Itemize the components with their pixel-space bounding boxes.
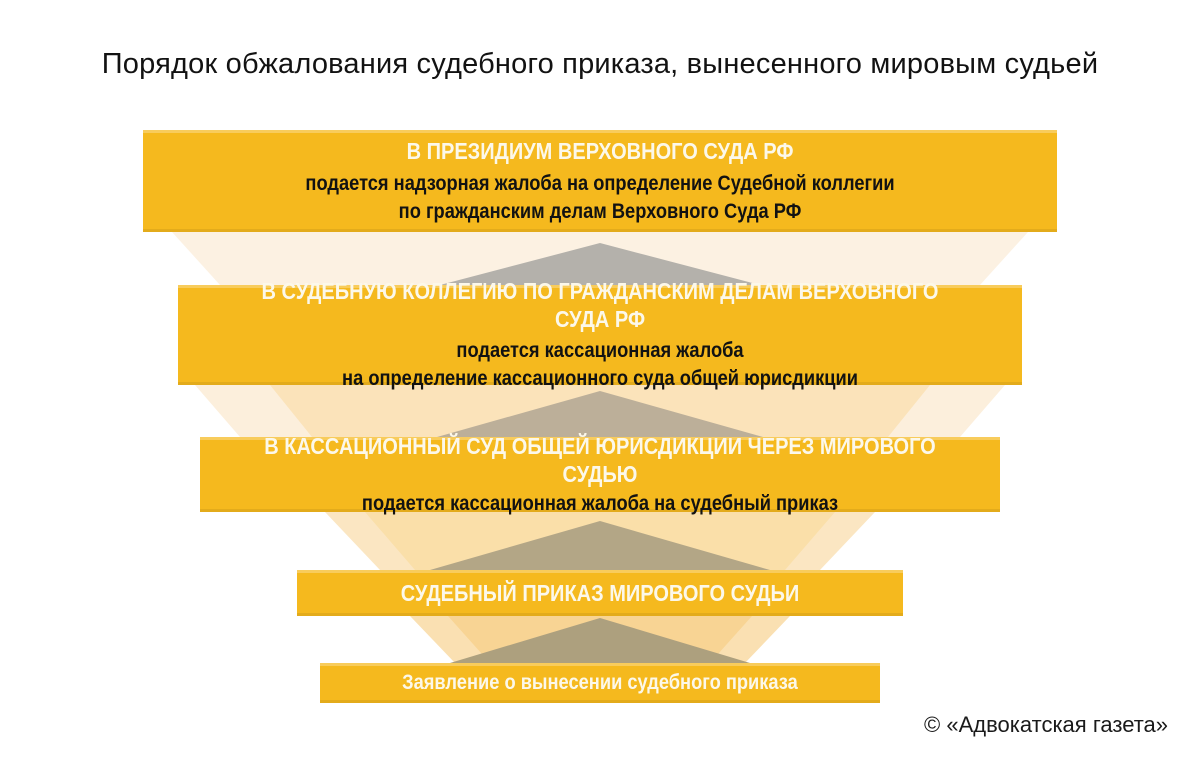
level-content bbox=[202, 137, 997, 226]
level-heading: В СУДЕБНУЮ КОЛЛЕГИЮ ПО ГРАЖДАНСКИМ ДЕЛАМ ВЕРХОВНОГО СУДА РФ bbox=[261, 278, 939, 332]
funnel-level-collegium bbox=[178, 278, 1022, 390]
level-line: подается кассационная жалоба на судебный приказ bbox=[361, 491, 839, 515]
level-line: подается кассационная жалоба bbox=[456, 339, 744, 362]
level-heading: СУДЕБНЫЙ ПРИКАЗ МИРОВОГО СУДЬИ bbox=[400, 580, 800, 606]
level-line: подается надзорная жалоба на определение Судебной коллегии bbox=[305, 171, 895, 195]
level-heading: В ПРЕЗИДИУМ ВЕРХОВНОГО СУДА РФ bbox=[406, 137, 794, 164]
page-title: Порядок обжалования судебного приказа, вынесенного мировым судьей bbox=[101, 48, 1099, 80]
level-content bbox=[252, 432, 948, 518]
funnel-level-court-order bbox=[297, 570, 903, 616]
funnel-level-cassation-court bbox=[200, 432, 1000, 515]
level-line: на определение кассационного суда общей юрисдикции bbox=[342, 367, 858, 390]
level-heading: В КАССАЦИОННЫЙ СУД ОБЩЕЙ ЮРИСДИКЦИИ ЧЕРЕЗ МИРОВОГО СУДЬЮ bbox=[264, 432, 936, 487]
level-content bbox=[336, 579, 863, 607]
level-content bbox=[233, 277, 967, 393]
copyright-credit: © «Адвокатская газета» bbox=[924, 712, 1168, 737]
level-line: по гражданским делам Верховного Суда РФ bbox=[398, 199, 802, 223]
funnel-level-presidium bbox=[143, 130, 1057, 232]
level-heading: Заявление о вынесении судебного приказа bbox=[402, 671, 798, 694]
level-content bbox=[356, 669, 843, 697]
funnel-level-application bbox=[320, 663, 880, 703]
